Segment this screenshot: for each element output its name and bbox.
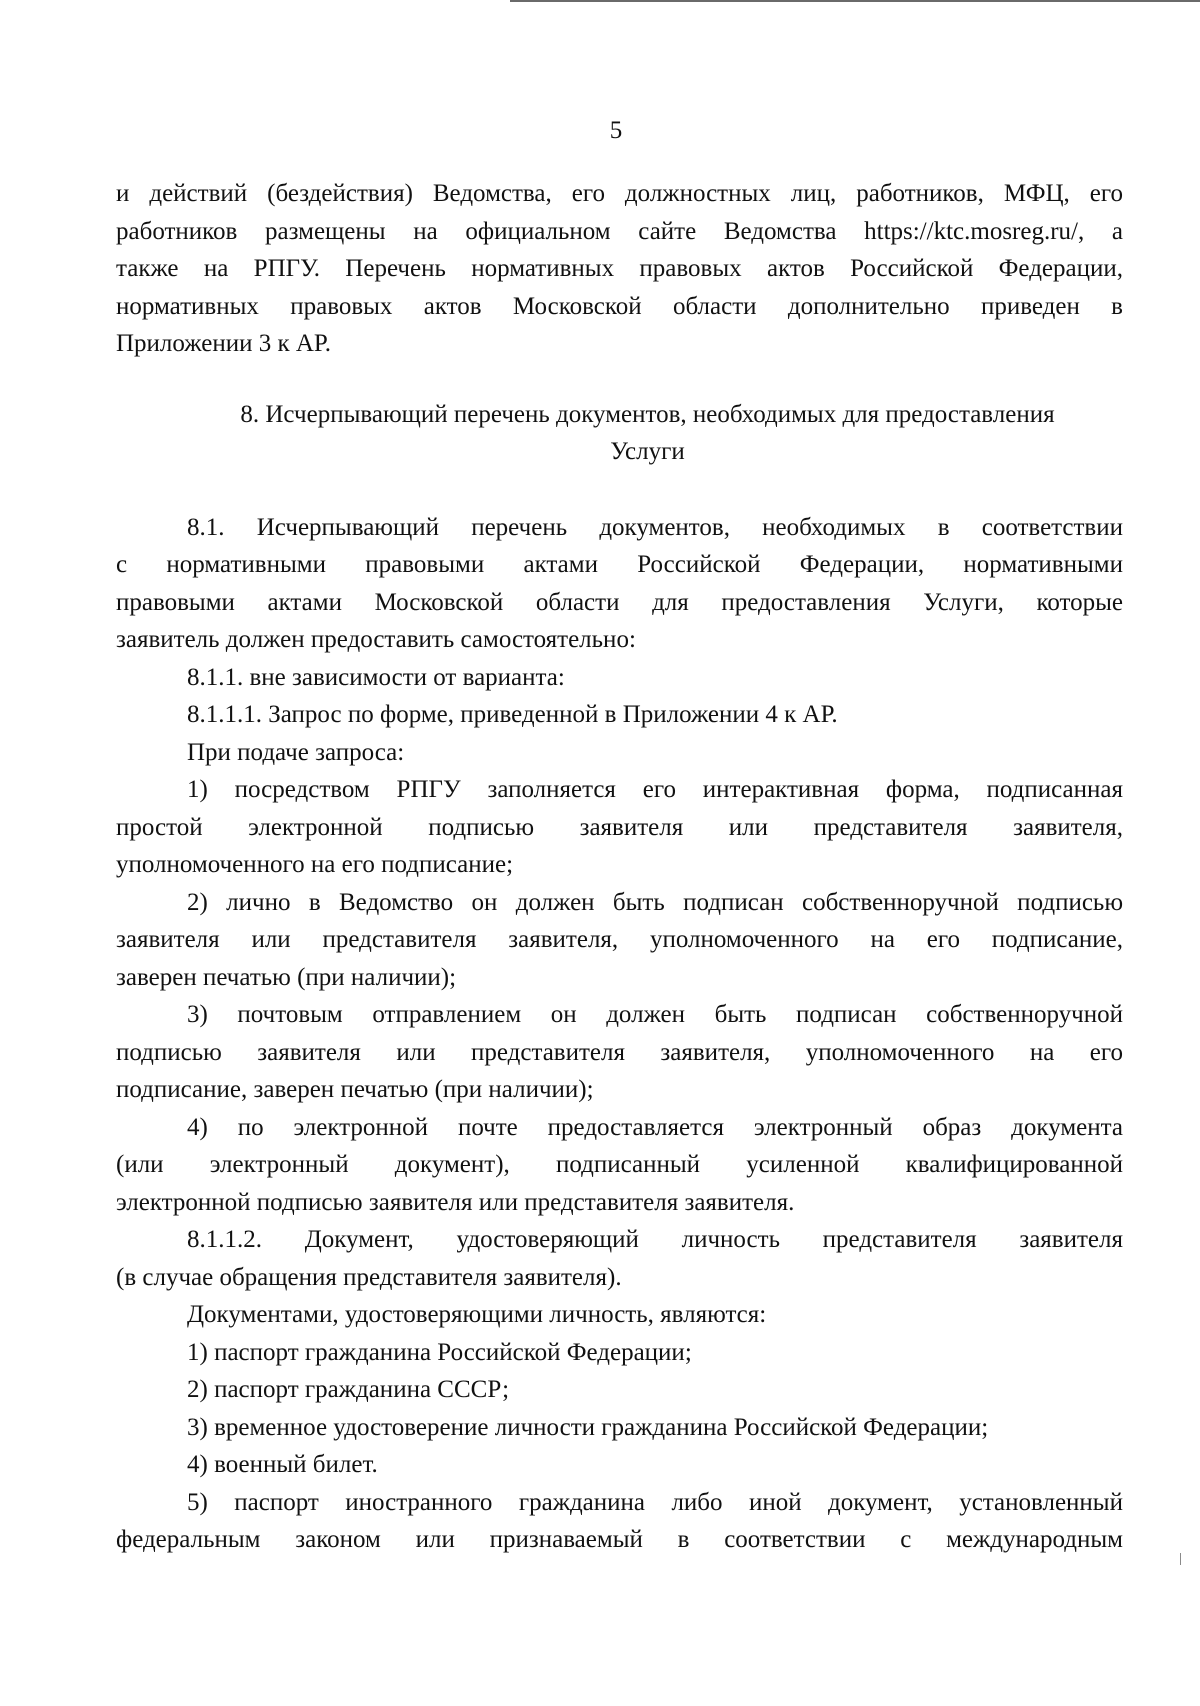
list-item: федеральным законом или признаваемый в соответствии с международным — [116, 1526, 1123, 1553]
list-item: 5) паспорт иностранного гражданина либо иной документ, установленный — [187, 1488, 1123, 1516]
text-line: 3) почтовым отправлением он должен быть подписан собственноручной — [187, 1001, 1123, 1028]
text-line: также на РПГУ. Перечень нормативных правовых актов Российской Федерации, — [116, 255, 1123, 282]
paragraph-8-1-1-2 — [116, 1221, 1123, 1296]
list-item: 3) временное удостоверение личности гражданина Российской Федерации; — [187, 1413, 989, 1441]
list-item-2 — [116, 884, 1123, 997]
text-line: работников размещены на официальном сайте Ведомства https://ktc.mosreg.ru/, а — [116, 217, 1123, 245]
heading-line: 8. Исчерпывающий перечень документов, необходимых для предоставления — [240, 400, 1055, 428]
text-line: и действий (бездействия) Ведомства, его должностных лиц, работников, МФЦ, его — [116, 180, 1123, 207]
text-line: 8.1.1.2. Документ, удостоверяющий личность представителя заявителя — [187, 1226, 1123, 1253]
text-line: простой электронной подписью заявителя или представителя заявителя, — [116, 813, 1123, 841]
text-line: 8.1. Исчерпывающий перечень документов, необходимых в соответствии — [187, 513, 1123, 541]
text-line: Приложении 3 к АР. — [116, 330, 331, 357]
id-docs-intro: Документами, удостоверяющими личность, являются: — [187, 1301, 767, 1328]
text-line: 2) лично в Ведомство он должен быть подписан собственноручной подписью — [187, 888, 1123, 916]
submission-intro: При подаче запроса: — [187, 738, 405, 766]
section-heading — [116, 396, 1123, 471]
list-item: 2) паспорт гражданина СССР; — [187, 1376, 510, 1403]
paragraph-8-1-1: 8.1.1. вне зависимости от варианта: — [187, 663, 565, 691]
text-line: электронной подписью заявителя или представителя заявителя. — [116, 1188, 795, 1216]
text-line: правовыми актами Московской области для предоставления Услуги, которые — [116, 588, 1123, 616]
text-line: уполномоченного на его подписание; — [116, 851, 514, 878]
list-item: 4) военный билет. — [187, 1451, 378, 1478]
list-item-1 — [116, 771, 1123, 884]
intro-paragraph — [116, 175, 1123, 363]
text-line: заявитель должен предоставить самостоятельно: — [116, 626, 636, 653]
text-line: заявителя или представителя заявителя, уполномоченного на его подписание, — [116, 926, 1123, 953]
scan-artifact — [1180, 1553, 1181, 1565]
heading-line: Услуги — [610, 438, 685, 465]
text-line: с нормативными правовыми актами Российской Федерации, нормативными — [116, 551, 1123, 578]
text-line: (или электронный документ), подписанный усиленной квалифицированной — [116, 1151, 1123, 1178]
document-body — [116, 175, 1123, 1559]
text-line: подписание, заверен печатью (при наличии); — [116, 1076, 594, 1103]
paragraph-8-1 — [116, 509, 1123, 659]
text-line: подписью заявителя или представителя заявителя, уполномоченного на его — [116, 1038, 1123, 1066]
list-item-3 — [116, 996, 1123, 1109]
paragraph-8-1-1-1: 8.1.1.1. Запрос по форме, приведенной в Приложении 4 к АР. — [187, 701, 838, 728]
text-line: нормативных правовых актов Московской области дополнительно приведен в — [116, 292, 1123, 320]
text-line: заверен печатью (при наличии); — [116, 963, 457, 991]
text-line: (в случае обращения представителя заявителя). — [116, 1263, 622, 1291]
page-number: 5 — [609, 117, 623, 144]
text-line: 1) посредством РПГУ заполняется его интерактивная форма, подписанная — [187, 776, 1123, 803]
list-item: 1) паспорт гражданина Российской Федерации; — [187, 1338, 692, 1366]
list-item-4 — [116, 1109, 1123, 1222]
id-docs-list — [116, 1334, 1123, 1559]
scan-edge-line — [510, 0, 1200, 2]
text-line: 4) по электронной почте предоставляется электронный образ документа — [187, 1113, 1123, 1141]
